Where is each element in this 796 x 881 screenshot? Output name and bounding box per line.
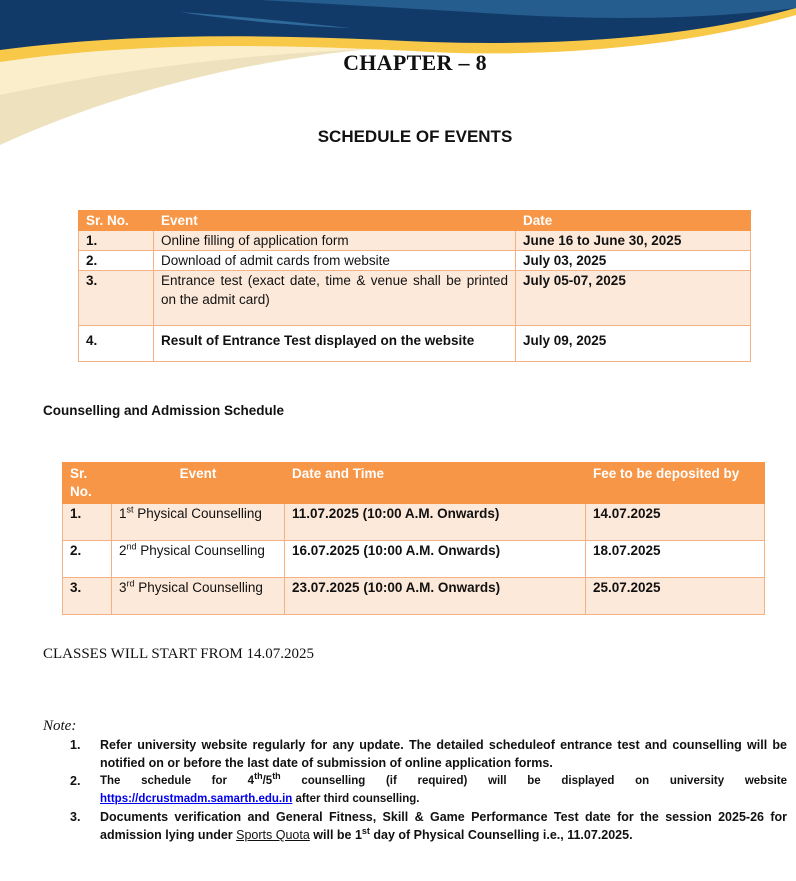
row-event: Online filling of application form (154, 231, 516, 251)
ordinal-number: 2 (119, 543, 127, 558)
table-row (79, 326, 751, 362)
table-row (79, 231, 751, 251)
column-header-sr-no: Sr. No. (79, 211, 154, 231)
note-text: Documents verification and General Fitness, Skill & Game Performance Test date for the session 2025-26 for admission lying under (100, 810, 787, 842)
event-label: Physical Counselling (133, 506, 262, 521)
row-fee-deadline: 25.07.2025 (586, 578, 765, 615)
row-sr-no: 3. (79, 271, 154, 326)
ordinal-suffix: th (272, 771, 281, 782)
row-sr-no: 3. (63, 578, 112, 615)
row-date: July 05-07, 2025 (516, 271, 751, 326)
column-header-sr-no: Sr. No. (63, 463, 112, 504)
column-header-date-time: Date and Time (285, 463, 586, 504)
column-header-event: Event (154, 211, 516, 231)
classes-start-notice: CLASSES WILL START FROM 14.07.2025 (43, 646, 314, 662)
row-event: Download of admit cards from website (154, 251, 516, 271)
row-sr-no: 2. (79, 251, 154, 271)
table-row (79, 251, 751, 271)
row-event (112, 504, 285, 541)
row-event (112, 541, 285, 578)
note-item (70, 808, 787, 844)
note-number: 2. (70, 774, 81, 788)
row-sr-no: 1. (63, 504, 112, 541)
ordinal-suffix: th (254, 771, 263, 782)
table-row (79, 271, 751, 326)
row-event: Entrance test (exact date, time & venue shall be printed on the admit card) (154, 271, 516, 326)
event-label: Physical Counselling (134, 580, 263, 595)
header-wave-banner (0, 0, 796, 230)
note-number: 1. (70, 738, 81, 752)
row-date: July 09, 2025 (516, 326, 751, 362)
table-header-row (79, 211, 751, 231)
note-text: will be 1 (309, 828, 362, 842)
note-text: Refer university website regularly for any update. The detailed scheduleof entrance test and counselling will be notified on or before the last date of submission of online application forms. (100, 738, 787, 770)
page-title: SCHEDULE OF EVENTS (317, 127, 513, 146)
row-sr-no: 4. (79, 326, 154, 362)
ordinal-suffix: nd (126, 541, 137, 552)
ordinal-number: 1 (119, 506, 127, 521)
note-text: day of Physical Counselling i.e., 11.07.2025. (369, 828, 633, 842)
ordinal-suffix: st (361, 825, 370, 836)
note-text: counselling (if required) will be displayed on university website (280, 775, 788, 787)
note-number: 3. (70, 810, 81, 824)
university-website-link[interactable]: https://dcrustmadm.samarth.edu.in (100, 793, 293, 805)
row-date-time: 16.07.2025 (10:00 A.M. Onwards) (285, 541, 586, 578)
note-item (70, 736, 787, 772)
row-event (112, 578, 285, 615)
column-header-date: Date (516, 211, 751, 231)
row-date-time: 11.07.2025 (10:00 A.M. Onwards) (285, 504, 586, 541)
note-text: after third counselling. (292, 793, 420, 805)
row-fee-deadline: 14.07.2025 (586, 504, 765, 541)
row-date-time: 23.07.2025 (10:00 A.M. Onwards) (285, 578, 586, 615)
counselling-table (62, 462, 765, 615)
row-sr-no: 2. (63, 541, 112, 578)
note-label: Note: (43, 718, 77, 734)
table-header-row (63, 463, 765, 504)
row-date: July 03, 2025 (516, 251, 751, 271)
ordinal-number: 3 (119, 580, 127, 595)
counselling-heading: Counselling and Admission Schedule (43, 403, 285, 418)
note-text: /5 (262, 775, 273, 787)
ordinal-suffix: rd (126, 578, 135, 589)
row-sr-no: 1. (79, 231, 154, 251)
table-row (63, 541, 765, 578)
note-text: The schedule for 4 (100, 775, 255, 787)
row-date: June 16 to June 30, 2025 (516, 231, 751, 251)
note-text-line (100, 772, 787, 790)
table-row (63, 504, 765, 541)
ordinal-suffix: st (126, 504, 134, 515)
event-label: Physical Counselling (136, 543, 265, 558)
chapter-heading: CHAPTER – 8 (343, 50, 487, 75)
row-fee-deadline: 18.07.2025 (586, 541, 765, 578)
notes-list (70, 736, 787, 844)
note-item (70, 772, 787, 808)
column-header-fee-deadline: Fee to be deposited by (586, 463, 765, 504)
table-row (63, 578, 765, 615)
row-event: Result of Entrance Test displayed on the website (154, 326, 516, 362)
schedule-table (78, 210, 751, 362)
sports-quota-text: Sports Quota (236, 828, 310, 842)
column-header-event: Event (112, 463, 285, 504)
